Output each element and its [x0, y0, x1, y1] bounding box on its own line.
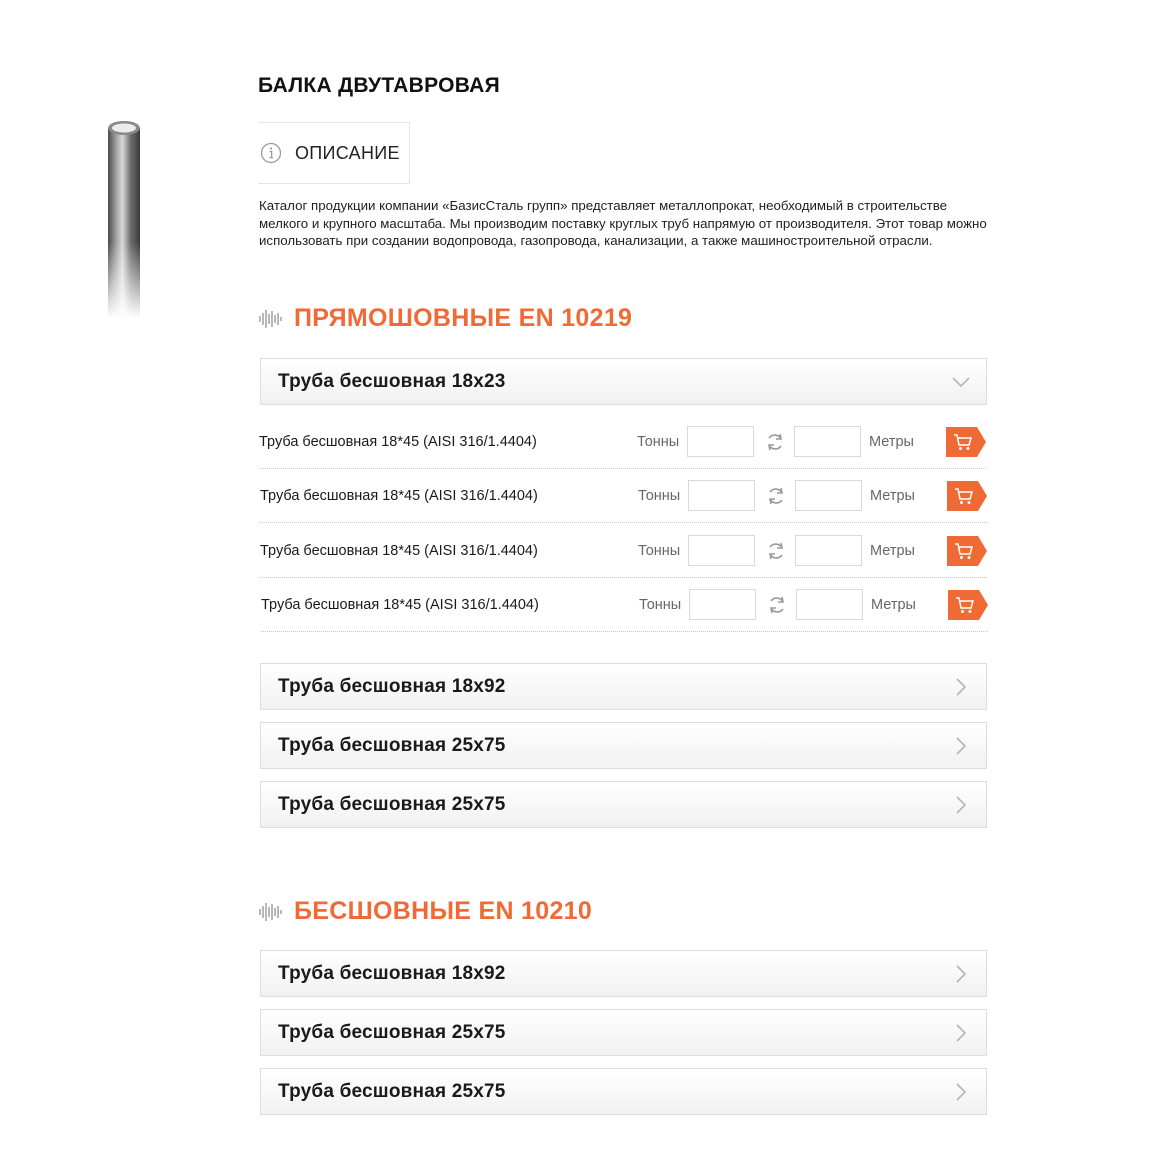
- accordion-title: Труба бесшовная 25х75: [278, 1021, 506, 1043]
- add-to-cart-button[interactable]: [946, 427, 986, 457]
- meters-input[interactable]: [794, 426, 861, 457]
- add-to-cart-button[interactable]: [948, 590, 988, 620]
- section-heading: [258, 897, 592, 926]
- add-to-cart-button[interactable]: [947, 481, 987, 511]
- refresh-icon[interactable]: [763, 430, 787, 454]
- accordion-title: Труба бесшовная 18х92: [278, 962, 506, 984]
- accordion-title: Труба бесшовная 18х23: [278, 370, 506, 392]
- section-title: БЕСШОВНЫЕ EN 10210: [294, 897, 593, 925]
- product-name: Труба бесшовная 18*45 (AISI 316/1.4404): [259, 433, 537, 450]
- accordion-title: Труба бесшовная 18х92: [278, 675, 506, 697]
- section-title: ПРЯМОШОВНЫЕ EN 10219: [294, 304, 633, 332]
- description-text: Каталог продукции компании «БазисСталь групп» представляет металлопрокат, необходимый в строительстве мелкого и крупного масштаба. Мы производим поставку круглых труб напрямую от производителя. Этот товар можно использовать при создании водопровода, газопровода, канализации, а также машиностроительной отрасли.: [259, 198, 987, 249]
- product-row: [260, 469, 987, 523]
- chevron-down-icon: [950, 371, 972, 393]
- info-icon: [260, 142, 282, 164]
- accordion-item[interactable]: [260, 663, 987, 710]
- tab-label: ОПИСАНИЕ: [295, 142, 400, 163]
- product-name: Труба бесшовная 18*45 (AISI 316/1.4404): [261, 596, 539, 613]
- accordion-item[interactable]: [260, 1068, 987, 1115]
- tonnes-label: Тонны: [638, 542, 681, 559]
- page-title: БАЛКА ДВУТАВРОВАЯ: [258, 74, 501, 97]
- meters-label: Метры: [869, 433, 914, 450]
- refresh-icon[interactable]: [765, 593, 789, 617]
- pipe-image: [106, 118, 142, 318]
- tonnes-label: Тонны: [639, 596, 682, 613]
- product-row: [260, 524, 987, 578]
- accordion-title: Труба бесшовная 25х75: [278, 734, 506, 756]
- meters-label: Метры: [870, 487, 915, 504]
- accordion-title: Труба бесшовная 25х75: [278, 793, 506, 815]
- tonnes-input[interactable]: [689, 589, 756, 620]
- tonnes-input[interactable]: [688, 535, 755, 566]
- chevron-right-icon: [950, 735, 972, 757]
- accordion-title: Труба бесшовная 25х75: [278, 1080, 506, 1102]
- accordion-item-expanded[interactable]: [260, 358, 987, 405]
- meters-label: Метры: [871, 596, 916, 613]
- tonnes-input[interactable]: [687, 426, 754, 457]
- add-to-cart-button[interactable]: [947, 536, 987, 566]
- tonnes-label: Тонны: [637, 433, 680, 450]
- meters-label: Метры: [870, 542, 915, 559]
- meters-input[interactable]: [795, 480, 862, 511]
- section-heading: [258, 304, 632, 333]
- refresh-icon[interactable]: [764, 539, 788, 563]
- accordion-item[interactable]: [260, 1009, 987, 1056]
- sound-wave-icon: [258, 308, 284, 330]
- tonnes-label: Тонны: [638, 487, 681, 504]
- sound-wave-icon: [258, 901, 284, 923]
- product-row: [261, 578, 988, 632]
- chevron-right-icon: [950, 676, 972, 698]
- accordion-item[interactable]: [260, 950, 987, 997]
- meters-input[interactable]: [795, 535, 862, 566]
- tab-description[interactable]: [258, 122, 410, 184]
- tonnes-input[interactable]: [688, 480, 755, 511]
- product-name: Труба бесшовная 18*45 (AISI 316/1.4404): [260, 487, 538, 504]
- meters-input[interactable]: [796, 589, 863, 620]
- chevron-right-icon: [950, 963, 972, 985]
- product-row: [259, 415, 986, 469]
- accordion-item[interactable]: [260, 781, 987, 828]
- refresh-icon[interactable]: [764, 484, 788, 508]
- chevron-right-icon: [950, 794, 972, 816]
- accordion-item[interactable]: [260, 722, 987, 769]
- chevron-right-icon: [950, 1081, 972, 1103]
- product-name: Труба бесшовная 18*45 (AISI 316/1.4404): [260, 542, 538, 559]
- chevron-right-icon: [950, 1022, 972, 1044]
